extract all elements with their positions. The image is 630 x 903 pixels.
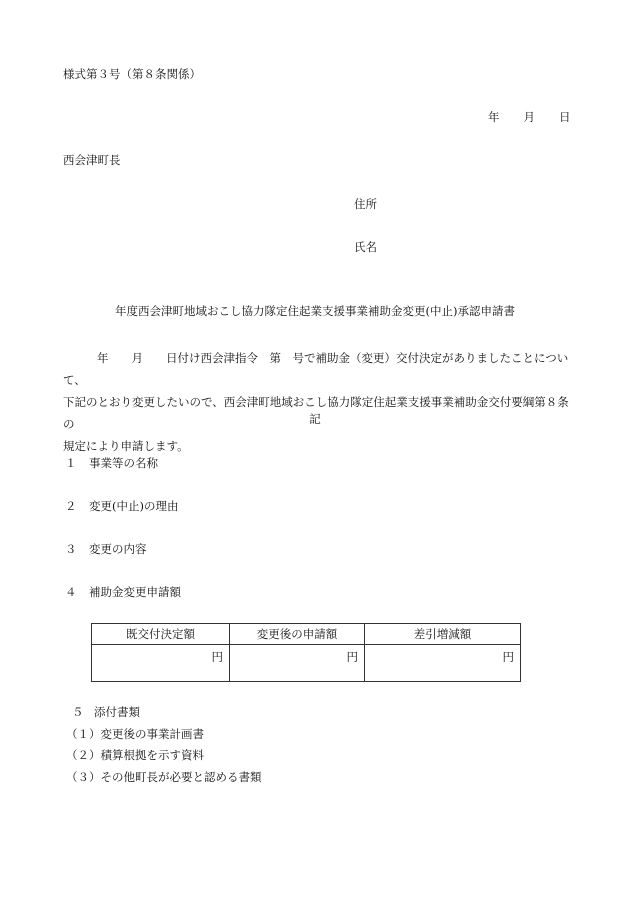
date-year: 年 (488, 110, 500, 124)
item-subsidy-amount (63, 584, 181, 600)
item-number: ５ (72, 705, 84, 719)
body-line-2: 下記のとおり変更したいので、西会津町地域おこし協力隊定住起業支援事業補助金交付要綱第８条の (63, 395, 569, 431)
date-month: 月 (523, 110, 535, 124)
item-number: １ (65, 456, 77, 470)
attachments-title: 添付書類 (94, 705, 140, 719)
item-project-name (63, 455, 158, 471)
address-label: 住所 (354, 197, 377, 211)
header-decided-amount: 既交付決定額 (92, 624, 230, 645)
item-label: 変更(中止)の理由 (89, 499, 179, 513)
cell-difference[interactable]: 円 (365, 645, 521, 682)
date-line (488, 109, 571, 125)
attachments-heading (72, 704, 140, 720)
table-row (92, 645, 521, 682)
item-change-reason (63, 498, 178, 514)
item-label: 補助金変更申請額 (89, 585, 181, 599)
name-label: 氏名 (354, 240, 377, 254)
date-day: 日 (559, 110, 571, 124)
recipient: 西会津町長 (63, 153, 121, 167)
form-number: 様式第３号（第８条関係） (63, 67, 201, 81)
body-line-1: 年 月 日付け西会津指令 第 号で補助金（変更）交付決定がありましたことについて、 (63, 351, 569, 387)
document-title: 年度西会津町地域おこし協力隊定住起業支援事業補助金変更(中止)承認申請書 (115, 304, 515, 318)
attachment-item: （１）変更後の事業計画書 (66, 727, 204, 741)
header-difference: 差引増減額 (365, 624, 521, 645)
attachment-item: （３）その他町長が必要と認める書類 (66, 770, 262, 784)
header-new-amount: 変更後の申請額 (230, 624, 365, 645)
body-line-3: 規定により申請します。 (63, 439, 189, 453)
item-number: ３ (65, 542, 77, 556)
amount-table (91, 623, 521, 682)
item-number: ４ (65, 585, 77, 599)
item-label: 変更の内容 (89, 542, 147, 556)
body-paragraph (63, 347, 573, 457)
cell-decided-amount[interactable]: 円 (92, 645, 230, 682)
item-label: 事業等の名称 (89, 456, 158, 470)
cell-new-amount[interactable]: 円 (230, 645, 365, 682)
attachment-item: （２）積算根拠を示す資料 (66, 748, 204, 762)
table-header-row (92, 624, 521, 645)
ki-heading: 記 (309, 412, 321, 426)
item-number: ２ (65, 499, 77, 513)
item-change-content (63, 541, 147, 557)
